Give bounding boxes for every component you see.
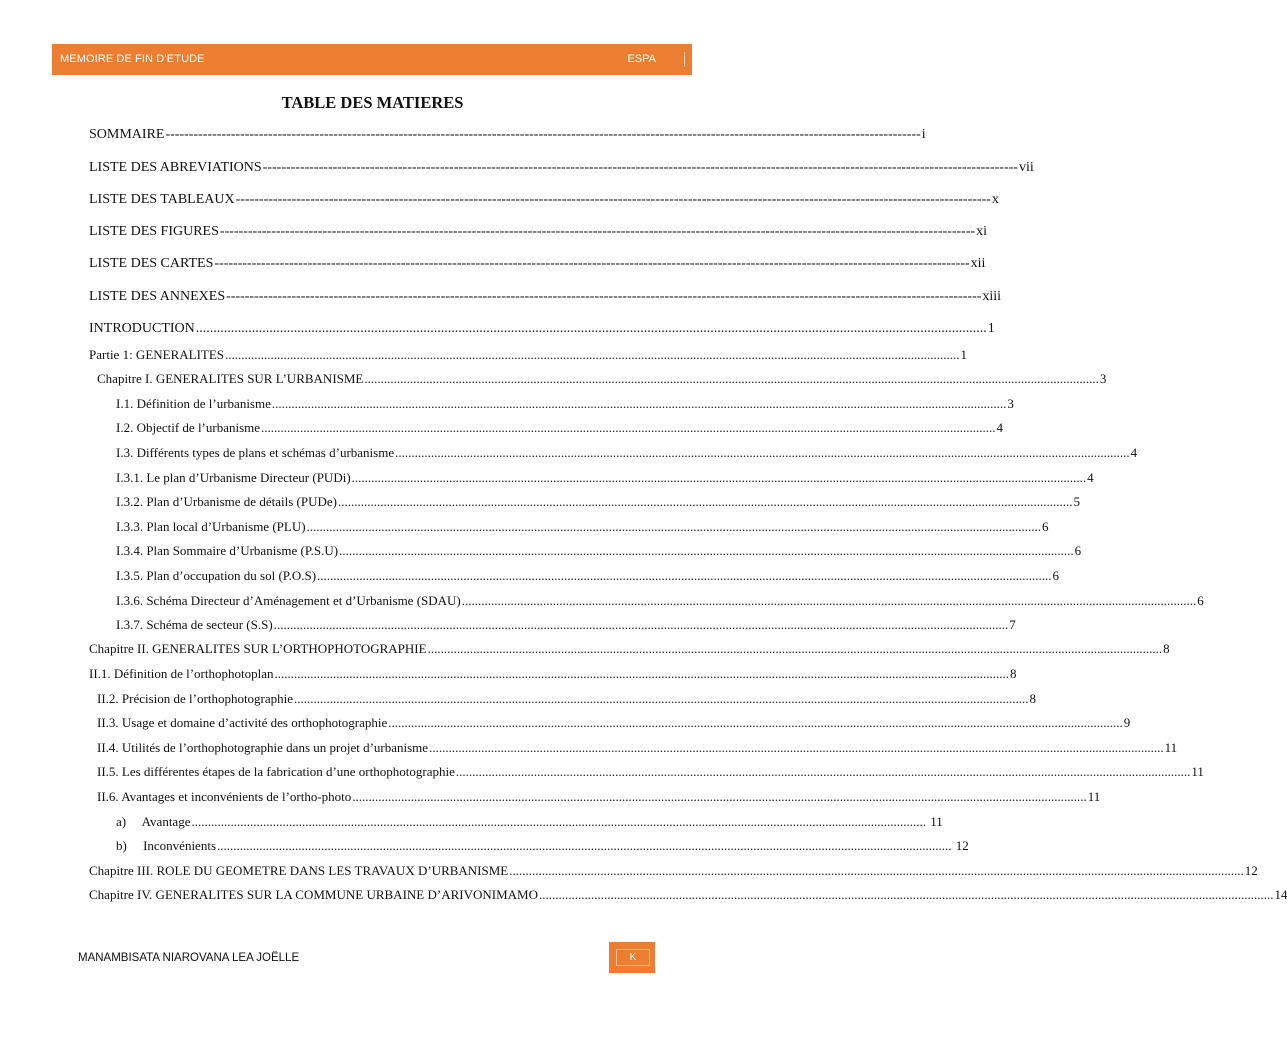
toc-entry-label: LISTE DES FIGURES <box>89 224 219 239</box>
toc-entry-leader: .................................................................................................................................................................................................................................. <box>317 568 1052 583</box>
toc-entry-leader: ------------------------------------------------------------------------------------------------------------------------------------------------------------------ <box>165 127 921 142</box>
toc-entry-leader: ------------------------------------------------------------------------------------------------------------------------------------------------------------------ <box>214 256 970 271</box>
toc-entry-leader: .................................................................................................................................................................................................................................. <box>274 666 1009 681</box>
toc-entry-label: b) Inconvénients <box>116 838 217 853</box>
toc-entry-leader: .................................................................................................................................................................................................................................. <box>538 887 1274 902</box>
toc-entry-page: 12 <box>952 838 969 853</box>
toc-entry-leader: .................................................................................................................................................................................................................................. <box>306 519 1042 534</box>
toc-entry-page: 11 <box>1087 789 1101 804</box>
toc-entry-page: x <box>991 192 999 207</box>
toc-entry[interactable] <box>116 838 969 854</box>
toc-entry-page: 6 <box>1052 568 1060 583</box>
toc-entry[interactable] <box>116 543 1082 559</box>
toc-entry-page: xi <box>976 224 988 239</box>
toc-entry-label: Chapitre III. ROLE DU GEOMETRE DANS LES TRAVAUX D’URBANISME <box>89 863 509 878</box>
toc-entry-page: 9 <box>1123 715 1131 730</box>
toc-entry-page: 12 <box>1244 863 1258 878</box>
toc-entry-page: i <box>921 127 926 142</box>
toc-entry-leader: .................................................................................................................................................................................................................................. <box>271 396 1007 411</box>
toc-entry-page: vii <box>1018 160 1034 175</box>
header-document-type: MEMOIRE DE FIN D’ETUDE <box>60 53 205 65</box>
toc-entry-page: xiii <box>982 289 1002 304</box>
toc-entry[interactable] <box>116 519 1049 535</box>
toc-entry-page: 6 <box>1074 543 1082 558</box>
toc-entry[interactable] <box>116 494 1080 510</box>
toc-entry-leader: .................................................................................................................................................................................................................................. <box>261 420 996 435</box>
toc-entry-page: xii <box>970 256 986 271</box>
toc-entry-page: 6 <box>1042 519 1049 534</box>
toc-entry-page: 4 <box>1087 470 1094 485</box>
toc-entry-leader: .................................................................................................................................................................................................................................. <box>339 543 1074 558</box>
toc-entry-label: I.1. Définition de l’urbanisme <box>116 396 271 411</box>
toc-entry-leader: ------------------------------------------------------------------------------------------------------------------------------------------------------------------ <box>219 224 976 239</box>
toc-entry[interactable] <box>97 740 1178 756</box>
toc-entry-page: 4 <box>1130 445 1138 460</box>
toc-entry-page: 6 <box>1197 593 1204 608</box>
toc-entry-leader: .................................................................................................................................................................................................................................. <box>429 740 1164 755</box>
toc-entry-page: 8 <box>1010 666 1017 681</box>
toc-entry-leader: .................................................................................................................................................................................................................................. <box>195 321 987 336</box>
toc-entry[interactable] <box>89 347 968 363</box>
toc-entry[interactable] <box>116 593 1204 609</box>
toc-entry-label: a) Avantage <box>116 814 191 829</box>
toc-entry[interactable] <box>89 887 1287 903</box>
toc-entry-label: LISTE DES ABREVIATIONS <box>89 160 262 175</box>
toc-entry-page: 3 <box>1099 371 1107 386</box>
toc-entry-label: I.3.1. Le plan d’Urbanisme Directeur (PUDi) <box>116 470 351 485</box>
toc-entry-leader: .................................................................................................................................................................................................................................. <box>225 347 960 362</box>
toc-entry[interactable] <box>97 764 1204 780</box>
toc-entry-leader: .................................................................................................................................................................................................................................. <box>364 371 1099 386</box>
toc-entry-page: 3 <box>1007 396 1014 411</box>
toc-entry-page: 11 <box>1164 740 1178 755</box>
toc-entry-page: 8 <box>1163 641 1170 656</box>
toc-entry-leader: .................................................................................................................................................................................................................................. <box>351 470 1087 485</box>
toc-entry[interactable] <box>89 641 1170 657</box>
toc-entry-label: LISTE DES CARTES <box>89 256 214 271</box>
toc-entry-leader: .................................................................................................................................................................................................................................. <box>388 715 1123 730</box>
toc-entry-label: Chapitre II. GENERALITES SUR L’ORTHOPHOTOGRAPHIE <box>89 641 427 656</box>
toc-entry-label: I.3.6. Schéma Directeur d’Aménagement et d’Urbanisme (SDAU) <box>116 593 461 608</box>
toc-entry[interactable] <box>89 321 995 337</box>
toc-entry-label: II.6. Avantages et inconvénients de l’ortho-photo <box>97 789 352 804</box>
toc-entry-page: 11 <box>1191 764 1204 779</box>
toc-entry-leader: .................................................................................................................................................................................................................................. <box>191 814 926 829</box>
toc-entry[interactable] <box>89 224 988 240</box>
toc-entry-label: Chapitre IV. GENERALITES SUR LA COMMUNE URBAINE D’ARIVONIMAMO <box>89 887 538 902</box>
toc-entry-page: 5 <box>1073 494 1080 509</box>
toc-entry[interactable] <box>116 568 1060 584</box>
toc-entry-leader: .................................................................................................................................................................................................................................. <box>337 494 1073 509</box>
toc-entry[interactable] <box>116 617 1016 633</box>
toc-entry-leader: .................................................................................................................................................................................................................................. <box>395 445 1130 460</box>
toc-entry[interactable] <box>89 127 926 143</box>
toc-entry-page: 4 <box>996 420 1004 435</box>
toc-entry-label: I.3.7. Schéma de secteur (S.S) <box>116 617 273 632</box>
toc-entry-label: SOMMAIRE <box>89 127 165 142</box>
toc-entry[interactable] <box>89 256 986 272</box>
toc-entry-label: I.3.3. Plan local d’Urbanisme (PLU) <box>116 519 306 534</box>
toc-entry-leader: .................................................................................................................................................................................................................................. <box>461 593 1197 608</box>
toc-entry-page: 14 <box>1274 887 1287 902</box>
toc-entry-leader: ------------------------------------------------------------------------------------------------------------------------------------------------------------------ <box>262 160 1018 175</box>
toc-entry-label: II.5. Les différentes étapes de la fabrication d’une orthophotographie <box>97 764 455 779</box>
toc-entry-label: II.2. Précision de l’orthophotographie <box>97 691 294 706</box>
toc-entry-page: 8 <box>1029 691 1037 706</box>
toc-entry-page: 1 <box>987 321 995 336</box>
toc-entry[interactable] <box>89 666 1017 682</box>
toc-entry-page: 11 <box>926 814 943 829</box>
toc-entry[interactable] <box>116 445 1138 461</box>
toc-entry-label: Chapitre I. GENERALITES SUR L’URBANISME <box>97 371 364 386</box>
toc-entry-label: I.3.5. Plan d’occupation du sol (P.O.S) <box>116 568 317 583</box>
toc-entry[interactable] <box>97 715 1131 731</box>
toc-entry-leader: .................................................................................................................................................................................................................................. <box>427 641 1163 656</box>
toc-entry[interactable] <box>116 470 1094 486</box>
toc-entry-leader: .................................................................................................................................................................................................................................. <box>273 617 1009 632</box>
toc-entry[interactable] <box>89 863 1258 879</box>
toc-entry[interactable] <box>97 691 1037 707</box>
toc-entry-label: INTRODUCTION <box>89 321 195 336</box>
toc-entry-label: Partie 1: GENERALITES <box>89 347 225 362</box>
toc-entry[interactable] <box>116 396 1014 412</box>
footer-author: MANAMBISATA NIAROVANA LEA JOËLLE <box>78 952 300 964</box>
toc-entry-label: I.3. Différents types de plans et schémas d’urbanisme <box>116 445 395 460</box>
toc-entry-label: I.2. Objectif de l’urbanisme <box>116 420 261 435</box>
toc-entry[interactable] <box>116 814 943 830</box>
toc-entry[interactable] <box>89 160 1034 176</box>
header-school: ESPA <box>627 53 656 65</box>
toc-entry-label: I.3.2. Plan d’Urbanisme de détails (PUDe) <box>116 494 337 509</box>
toc-entry[interactable] <box>89 192 999 208</box>
toc-entry-leader: .................................................................................................................................................................................................................................. <box>352 789 1087 804</box>
toc-entry-leader: ------------------------------------------------------------------------------------------------------------------------------------------------------------------ <box>226 289 982 304</box>
toc-entry-label: II.3. Usage et domaine d’activité des orthophotographie <box>97 715 388 730</box>
toc-entry-label: LISTE DES ANNEXES <box>89 289 226 304</box>
toc-entry[interactable] <box>89 289 1002 305</box>
toc-entry-leader: .................................................................................................................................................................................................................................. <box>455 764 1191 779</box>
page-title: TABLE DES MATIERES <box>281 93 464 112</box>
toc-entry-page: 1 <box>960 347 968 362</box>
toc-entry-leader: .................................................................................................................................................................................................................................. <box>509 863 1244 878</box>
toc-entry-label: LISTE DES TABLEAUX <box>89 192 235 207</box>
toc-entry-label: II.1. Définition de l’orthophotoplan <box>89 666 274 681</box>
footer-page-box <box>609 942 655 973</box>
toc-entry-page: 7 <box>1009 617 1016 632</box>
toc-entry-leader: .................................................................................................................................................................................................................................. <box>217 838 952 853</box>
toc-entry-label: I.3.4. Plan Sommaire d’Urbanisme (P.S.U) <box>116 543 339 558</box>
footer-page-number: K <box>616 949 650 966</box>
toc-entry-label: II.4. Utilités de l’orthophotographie dans un projet d’urbanisme <box>97 740 429 755</box>
toc-entry[interactable] <box>97 371 1107 387</box>
toc-entry-leader: ------------------------------------------------------------------------------------------------------------------------------------------------------------------ <box>235 192 991 207</box>
toc-entry[interactable] <box>116 420 1004 436</box>
toc-entry-leader: .................................................................................................................................................................................................................................. <box>294 691 1029 706</box>
toc-entry[interactable] <box>97 789 1101 805</box>
